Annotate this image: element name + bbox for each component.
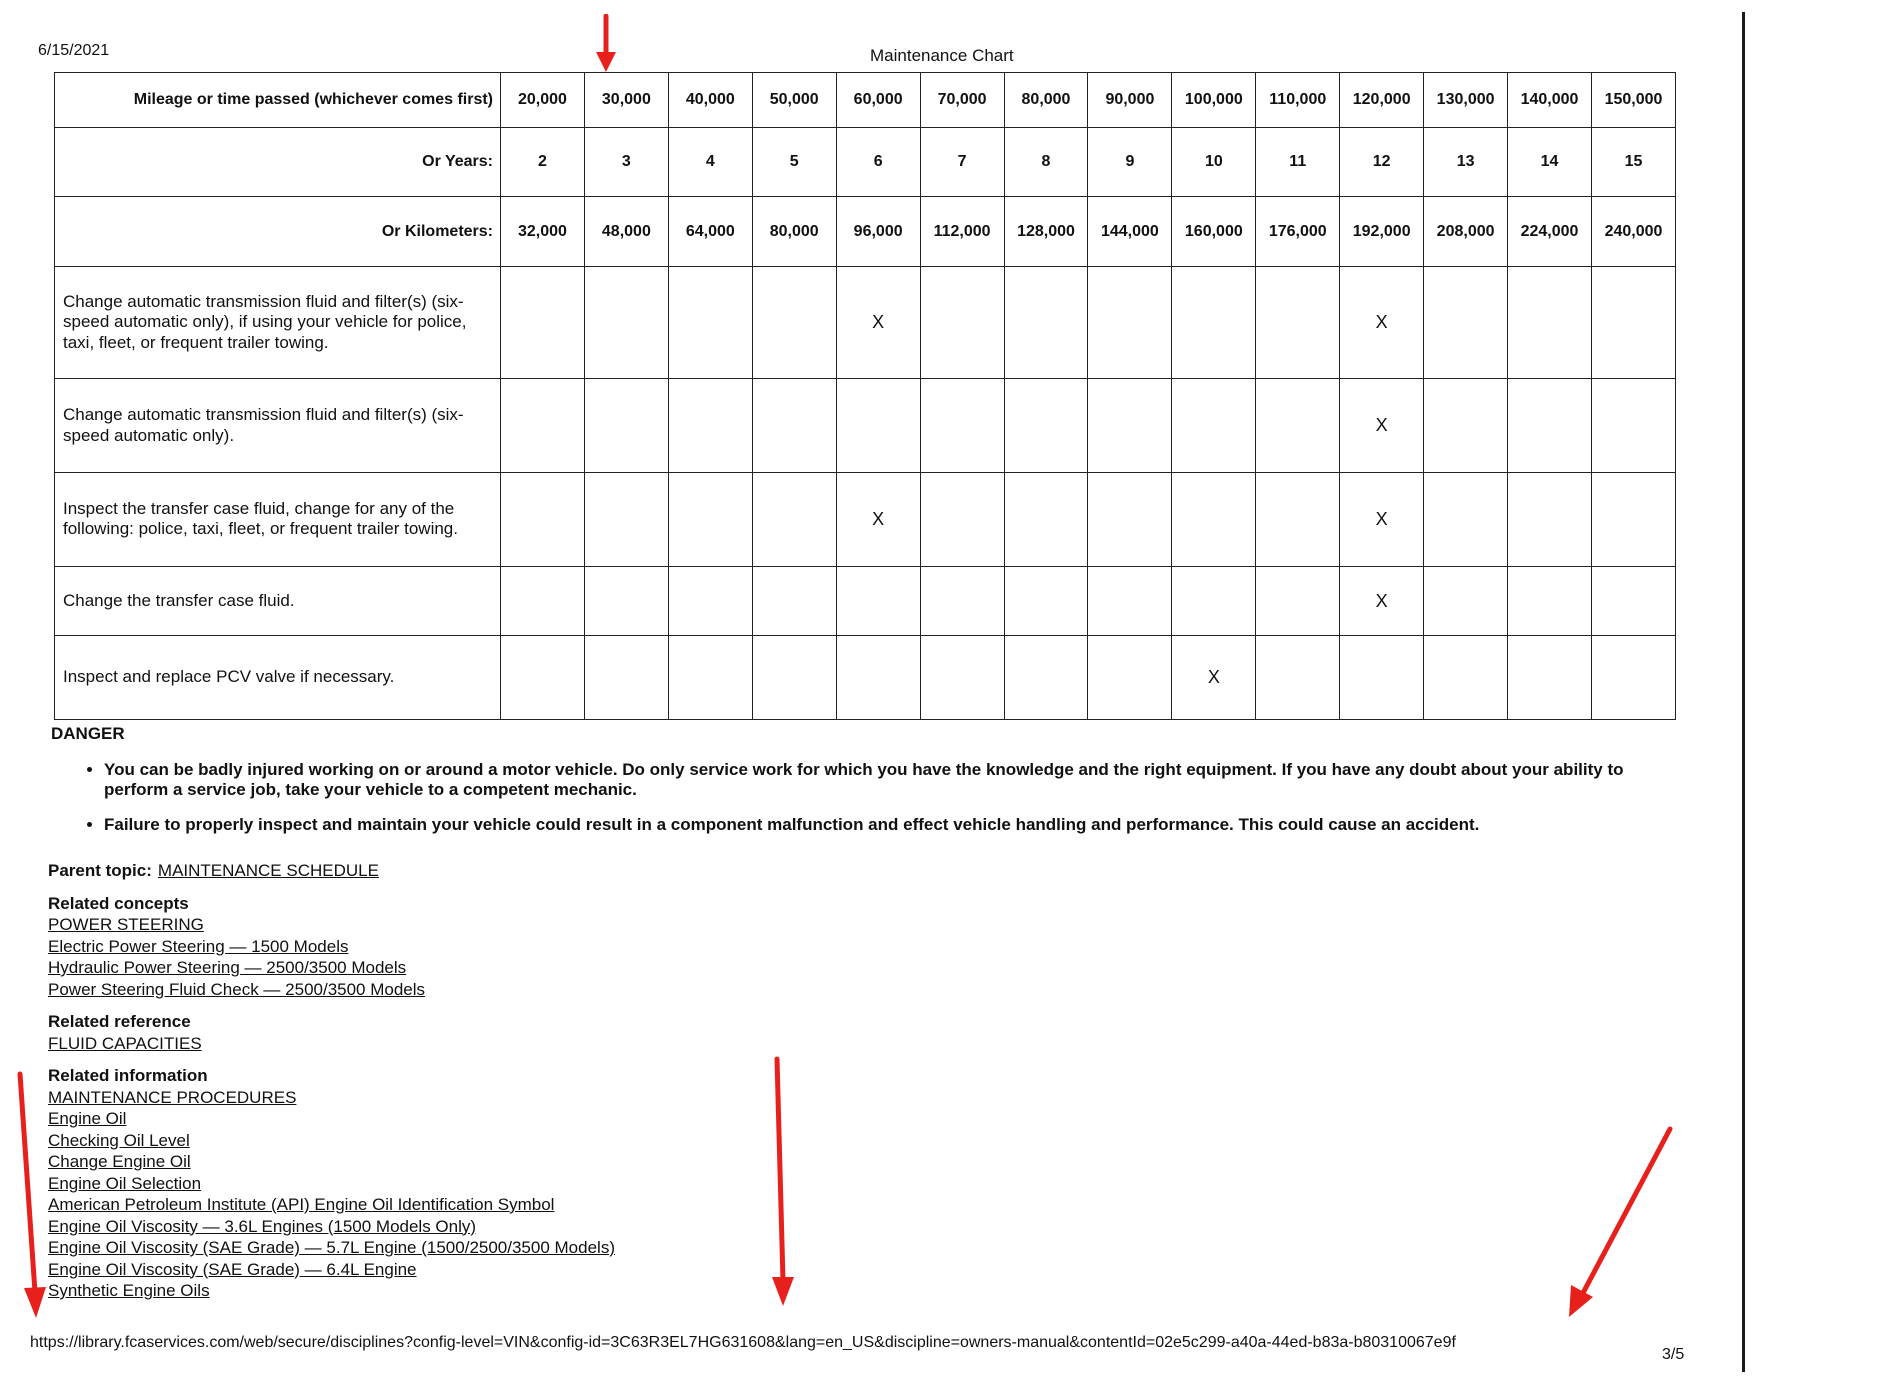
schedule-cell (1088, 266, 1172, 378)
schedule-cell: X (1172, 636, 1256, 720)
schedule-cell (920, 636, 1004, 720)
header-row (55, 197, 1676, 266)
schedule-cell (1256, 266, 1340, 378)
header-cell: 176,000 (1256, 197, 1340, 266)
task-label: Change the transfer case fluid. (55, 566, 501, 635)
header-cell: 150,000 (1591, 73, 1675, 128)
header-cell: 12 (1340, 128, 1424, 197)
related-link[interactable]: Engine Oil (48, 1109, 127, 1128)
schedule-cell: X (1340, 473, 1424, 567)
schedule-cell: X (836, 473, 920, 567)
header-cell: 9 (1088, 128, 1172, 197)
header-cell: 30,000 (584, 73, 668, 128)
schedule-cell (668, 566, 752, 635)
schedule-cell (1004, 266, 1088, 378)
header-cell: 64,000 (668, 197, 752, 266)
header-cell: 50,000 (752, 73, 836, 128)
row-label: Or Years: (55, 128, 501, 197)
schedule-cell: X (836, 266, 920, 378)
related-reference-list (48, 1033, 948, 1055)
annotation-arrow-top (592, 14, 620, 74)
schedule-cell (584, 566, 668, 635)
parent-topic-link[interactable]: MAINTENANCE SCHEDULE (157, 861, 379, 880)
related-information-title: Related information (48, 1066, 208, 1085)
schedule-cell (1172, 473, 1256, 567)
header-cell: 70,000 (920, 73, 1004, 128)
schedule-cell (1004, 566, 1088, 635)
header-cell: 208,000 (1424, 197, 1508, 266)
schedule-cell (584, 266, 668, 378)
schedule-cell (1256, 566, 1340, 635)
header-cell: 14 (1508, 128, 1592, 197)
schedule-cell (752, 566, 836, 635)
schedule-cell (668, 266, 752, 378)
related-links (48, 860, 948, 1302)
schedule-cell (752, 266, 836, 378)
schedule-cell (1256, 379, 1340, 473)
schedule-cell (1088, 473, 1172, 567)
task-row (55, 266, 1676, 378)
schedule-cell (501, 266, 585, 378)
header-cell: 7 (920, 128, 1004, 197)
header-cell: 32,000 (501, 197, 585, 266)
related-link[interactable]: MAINTENANCE PROCEDURES (48, 1087, 297, 1107)
header-cell: 144,000 (1088, 197, 1172, 266)
schedule-cell (1172, 266, 1256, 378)
schedule-cell (752, 473, 836, 567)
header-row (55, 73, 1676, 128)
schedule-cell (1591, 566, 1675, 635)
schedule-cell (1424, 379, 1508, 473)
footer-url: https://library.fcaservices.com/web/secure/disciplines?config-level=VIN&config-id=3C63R3EL7HG631608&lang=en_US&discipline=owners-manual&contentId=02e5c299-a40a-44ed-b83a-b80310067e9f (30, 1334, 1456, 1351)
page-edge (1742, 12, 1745, 1372)
schedule-cell (1424, 473, 1508, 567)
schedule-cell (1591, 636, 1675, 720)
header-cell: 100,000 (1172, 73, 1256, 128)
danger-item: • Failure to properly inspect and maintain your vehicle could result in a component malfunction and effect vehicle handling and performance. This could cause an accident. (104, 815, 1684, 835)
header-cell: 110,000 (1256, 73, 1340, 128)
related-information-list (48, 1087, 948, 1302)
task-label: Change automatic transmission fluid and filter(s) (six-speed automatic only), if using your vehicle for police, taxi, fleet, or frequent trailer towing. (55, 266, 501, 378)
schedule-cell (584, 379, 668, 473)
schedule-cell (1591, 379, 1675, 473)
header-cell: 60,000 (836, 73, 920, 128)
related-link[interactable]: American Petroleum Institute (API) Engine Oil Identification Symbol (48, 1195, 555, 1214)
related-link[interactable]: Engine Oil Viscosity (SAE Grade) — 5.7L Engine (1500/2500/3500 Models) (48, 1238, 615, 1257)
header-cell: 160,000 (1172, 197, 1256, 266)
header-cell: 80,000 (1004, 73, 1088, 128)
schedule-cell (1088, 636, 1172, 720)
header-row (55, 128, 1676, 197)
related-link[interactable]: Engine Oil Viscosity (SAE Grade) — 6.4L Engine (48, 1259, 417, 1279)
schedule-cell (1172, 379, 1256, 473)
header-cell: 120,000 (1340, 73, 1424, 128)
header-cell: 96,000 (836, 197, 920, 266)
schedule-cell (920, 266, 1004, 378)
header-cell: 15 (1591, 128, 1675, 197)
header-cell: 130,000 (1424, 73, 1508, 128)
related-link[interactable]: Electric Power Steering — 1500 Models (48, 936, 349, 956)
schedule-cell (584, 473, 668, 567)
task-row (55, 566, 1676, 635)
related-concepts-list (48, 914, 948, 1000)
schedule-cell (1508, 379, 1592, 473)
maintenance-chart-table (54, 72, 1676, 720)
task-label: Change automatic transmission fluid and filter(s) (six-speed automatic only). (55, 379, 501, 473)
schedule-cell: X (1340, 379, 1424, 473)
schedule-cell (584, 636, 668, 720)
task-row (55, 636, 1676, 720)
related-reference-title: Related reference (48, 1012, 191, 1031)
schedule-cell (920, 566, 1004, 635)
schedule-cell (1508, 636, 1592, 720)
header-cell: 2 (501, 128, 585, 197)
related-link[interactable]: Change Engine Oil (48, 1152, 191, 1171)
schedule-cell (501, 379, 585, 473)
header-cell: 11 (1256, 128, 1340, 197)
header-cell: 192,000 (1340, 197, 1424, 266)
related-link[interactable]: Engine Oil Viscosity — 3.6L Engines (1500 Models Only) (48, 1216, 477, 1236)
schedule-cell (836, 379, 920, 473)
page-title: Maintenance Chart (870, 46, 1014, 65)
task-row (55, 379, 1676, 473)
danger-list (80, 760, 1684, 849)
schedule-cell (1256, 473, 1340, 567)
schedule-cell (752, 636, 836, 720)
schedule-cell (668, 636, 752, 720)
parent-topic-label: Parent topic: (48, 861, 152, 880)
schedule-cell (1424, 266, 1508, 378)
header-cell: 40,000 (668, 73, 752, 128)
related-link[interactable]: Hydraulic Power Steering — 2500/3500 Models (48, 958, 407, 977)
related-link[interactable]: Power Steering Fluid Check — 2500/3500 Models (48, 979, 426, 999)
related-link[interactable]: POWER STEERING (48, 915, 204, 934)
schedule-cell (501, 473, 585, 567)
parent-topic (48, 860, 948, 882)
annotation-arrow-bottom-center (768, 1055, 798, 1308)
annotation-arrow-bottom-right (1565, 1125, 1675, 1318)
related-concepts-title: Related concepts (48, 893, 189, 913)
schedule-cell (1088, 379, 1172, 473)
schedule-cell (1591, 266, 1675, 378)
header-cell: 6 (836, 128, 920, 197)
header-cell: 8 (1004, 128, 1088, 197)
task-row (55, 473, 1676, 567)
schedule-cell (836, 566, 920, 635)
header-cell: 4 (668, 128, 752, 197)
schedule-cell (1004, 379, 1088, 473)
related-link[interactable]: FLUID CAPACITIES (48, 1033, 202, 1053)
header-cell: 10 (1172, 128, 1256, 197)
related-link[interactable]: Synthetic Engine Oils (48, 1281, 210, 1300)
schedule-cell: X (1340, 266, 1424, 378)
schedule-cell: X (1340, 566, 1424, 635)
schedule-cell (1591, 473, 1675, 567)
header-cell: 48,000 (584, 197, 668, 266)
page-number: 3/5 (1662, 1346, 1685, 1363)
danger-item: • You can be badly injured working on or around a motor vehicle. Do only service work for which you have the knowledge and the right equipment. If you have any doubt about your ability to perform a service job, take your vehicle to a competent mechanic. (104, 760, 1684, 801)
header-cell: 140,000 (1508, 73, 1592, 128)
schedule-cell (1424, 566, 1508, 635)
row-label: Mileage or time passed (whichever comes first) (55, 73, 501, 128)
header-cell: 13 (1424, 128, 1508, 197)
schedule-cell (920, 379, 1004, 473)
header-cell: 224,000 (1508, 197, 1592, 266)
header-cell: 80,000 (752, 197, 836, 266)
schedule-cell (1508, 266, 1592, 378)
header-cell: 112,000 (920, 197, 1004, 266)
task-label: Inspect the transfer case fluid, change for any of the following: police, taxi, fleet, or frequent trailer towing. (55, 473, 501, 567)
header-cell: 128,000 (1004, 197, 1088, 266)
schedule-cell (1004, 473, 1088, 567)
header-cell: 3 (584, 128, 668, 197)
schedule-cell (1088, 566, 1172, 635)
schedule-cell (668, 473, 752, 567)
schedule-cell (1424, 636, 1508, 720)
print-date: 6/15/2021 (38, 42, 110, 59)
schedule-cell (920, 473, 1004, 567)
schedule-cell (1172, 566, 1256, 635)
schedule-cell (501, 566, 585, 635)
schedule-cell (1256, 636, 1340, 720)
task-label: Inspect and replace PCV valve if necessary. (55, 636, 501, 720)
header-cell: 90,000 (1088, 73, 1172, 128)
schedule-cell (752, 379, 836, 473)
danger-heading: DANGER (51, 724, 125, 743)
schedule-cell (1508, 473, 1592, 567)
row-label: Or Kilometers: (55, 197, 501, 266)
schedule-cell (1508, 566, 1592, 635)
schedule-cell (1004, 636, 1088, 720)
header-cell: 240,000 (1591, 197, 1675, 266)
schedule-cell (668, 379, 752, 473)
schedule-cell (836, 636, 920, 720)
related-link[interactable]: Checking Oil Level (48, 1130, 190, 1150)
annotation-arrow-bottom-left (14, 1070, 46, 1320)
schedule-cell (501, 636, 585, 720)
header-cell: 5 (752, 128, 836, 197)
related-link[interactable]: Engine Oil Selection (48, 1173, 202, 1193)
schedule-cell (1340, 636, 1424, 720)
header-cell: 20,000 (501, 73, 585, 128)
